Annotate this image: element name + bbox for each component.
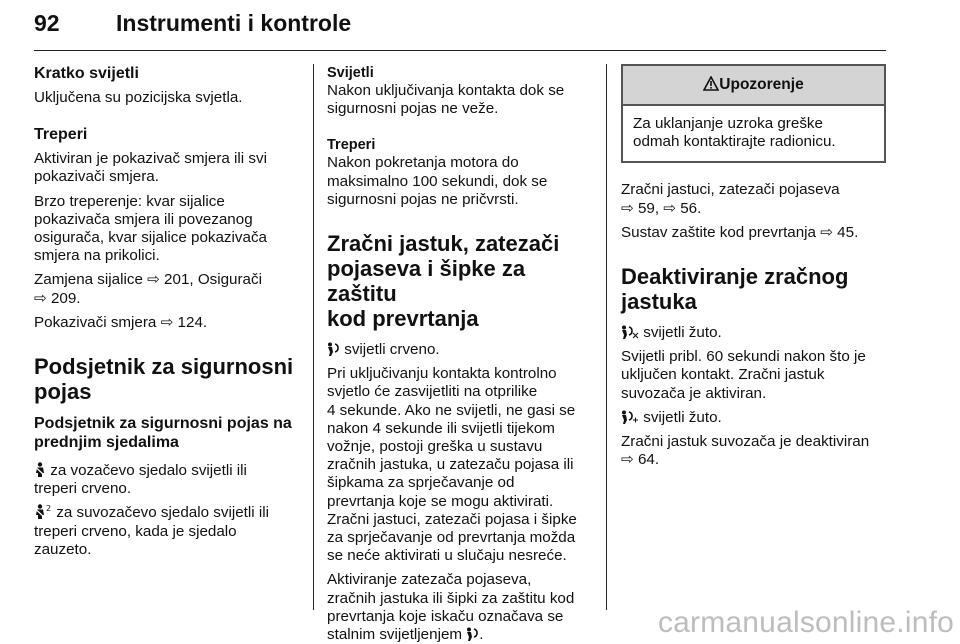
heading-treperi-2: Treperi xyxy=(327,137,376,154)
chapter-title: Instrumenti i kontrole xyxy=(116,10,352,36)
heading-svijetli: Svijetli xyxy=(327,65,374,81)
warning-triangle-icon xyxy=(703,76,719,91)
warning-body: Za uklanjanje uzroka greške odmah kontaktirajte radionicu. xyxy=(633,115,836,151)
paragraph-suvozac: 2 za suvozačevo sjedalo svijetli ili treperi crveno, kada je sjedalo zauzeto. xyxy=(34,504,269,558)
airbag-icon xyxy=(327,342,340,356)
watermark: carmanualsonline.info xyxy=(657,606,954,639)
seatbelt-driver-icon xyxy=(34,462,46,477)
heading-treperi: Treperi xyxy=(34,126,88,144)
paragraph-sustav: Sustav zaštite kod prevrtanja ⇨ 45. xyxy=(621,223,859,241)
column-divider-2 xyxy=(606,64,607,610)
paragraph-airbag-body: Pri uključivanju kontakta kontrolno svjetlo će zasvijetliti na otprilike 4 sekunde. Ako ne svijetli, ne gasi se nakon 4 sekunde ili svijetli tijekom vožnje, postoji greška u sustavu zračnih jastuka, u zatezaču pojasa ili šipkama za sprječavanje od prevrtanja koje se mogu aktivirati. Zračni jastuci, zatezači pojasa i šipke za sprječavanje od prevrtanja možda se neće aktivirati u slučaju nesreće. xyxy=(327,365,577,565)
paragraph-kratko: Uključena su pozicijska svjetla. xyxy=(34,89,243,106)
paragraph-zamjena: Zamjena sijalice ⇨ 201, Osigurači ⇨ 209. xyxy=(34,271,262,307)
heading-kratko-svijetli: Kratko svijetli xyxy=(34,65,139,82)
heading-deaktiviranje: Deaktiviranje zračnog jastuka xyxy=(621,264,849,315)
warning-header xyxy=(623,66,884,106)
column-divider-1 xyxy=(313,64,314,610)
paragraph-airbag-red: svijetli crveno. xyxy=(327,341,599,359)
paragraph-zracni-jastuci: Zračni jastuci, zatezači pojaseva ⇨ 59, ⇨ 56. xyxy=(621,181,840,217)
heading-prednjim-sjedalima: Podsjetnik za sigurnosni pojas na prednjim sjedalima xyxy=(34,415,292,452)
paragraph-svijetli: Nakon uključivanja kontakta dok se sigurnosni pojas ne veže. xyxy=(327,82,565,118)
paragraph-treperi-col2: Nakon pokretanja motora do maksimalno 100 sekundi, dok se sigurnosni pojas ne pričvrsti. xyxy=(327,154,548,208)
airbag-off-icon xyxy=(621,325,639,339)
paragraph-treperi-1: Aktiviran je pokazivač smjera ili svi pokazivači smjera. xyxy=(34,150,267,186)
paragraph-airbag-off: svijetli žuto. xyxy=(621,324,886,342)
paragraph-vozac: za vozačevo sjedalo svijetli ili treperi crveno. xyxy=(34,462,247,498)
seatbelt-passenger-icon xyxy=(34,504,52,519)
heading-podsjetnik: Podsjetnik za sigurnosni pojas xyxy=(34,354,294,405)
paragraph-deaktiviran: Zračni jastuk suvozača je deaktiviran ⇨ 64. xyxy=(621,433,870,469)
warning-box xyxy=(621,64,886,163)
warning-title: Upozorenje xyxy=(719,76,804,93)
page-number: 92 xyxy=(34,10,60,36)
column-3 xyxy=(621,64,886,469)
svg-text:2: 2 xyxy=(46,504,52,514)
airbag-icon xyxy=(466,627,479,641)
column-2 xyxy=(327,64,599,644)
paragraph-airbag-on: svijetli žuto. xyxy=(621,409,886,427)
page-header xyxy=(34,2,886,51)
paragraph-aktiviranje: Aktiviranje zatezača pojaseva, zračnih jastuka ili šipki za zaštitu kod prevrtanja koje iskaču označava se stalnim svijetljenjem . xyxy=(327,571,575,644)
airbag-on-icon xyxy=(621,410,639,424)
paragraph-treperi-2: Brzo treperenje: kvar sijalice pokazivača smjera ili povezanog osigurača, kvar sijalice pokazivača smjera na prikolici. xyxy=(34,192,267,265)
paragraph-pokazivaci: Pokazivači smjera ⇨ 124. xyxy=(34,313,208,331)
paragraph-pribl: Svijetli pribl. 60 sekundi nakon što je uključen kontakt. Zračni jastuk suvozača je aktiviran. xyxy=(621,348,866,402)
heading-zracni-jastuk: Zračni jastuk, zatezači pojaseva i šipke za zaštitu kod prevrtanja xyxy=(327,231,560,332)
column-1 xyxy=(34,64,306,559)
